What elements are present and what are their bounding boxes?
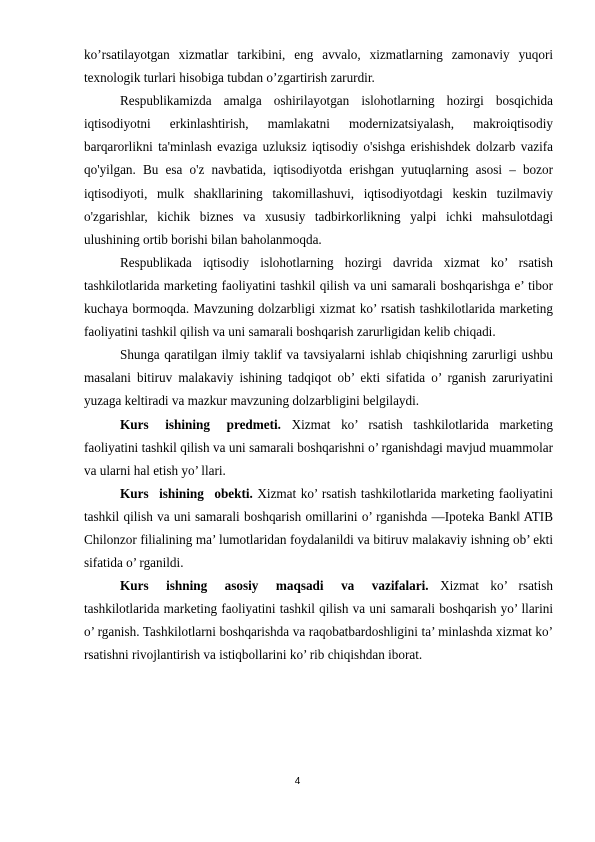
paragraph-text: Xizmat ko’ rsatish tashkilotlarida marketing faoliyatini tashkil qilish va uni samarali boshqarish yo’ llarini o’ rganish. Tashkilotlarni boshqarishda va raqobatbardoshligini ta’ minlashda xizmat ko’ rsatishni rivojlantirish va istiqbollarini ko’ rib chiqishdan iborat. <box>84 578 553 663</box>
document-body <box>84 43 553 667</box>
paragraph-text: Respublikamizda amalga oshirilayotgan islohotlarning hozirgi bosqichida iqtisodiyotni erkinlashtirish, mamlakatni modernizatsiyalash, makroiqtisodiy barqarorlikni ta'minlash evaziga uzluksiz iqtisodiy o'sishga erishishdek dolzarb vazifa qo'yilgan. Bu esa o'z navbatida, iqtisodiyotda erishgan yutuqlarning asosi – bozor iqtisodiyoti, mulk shakllarining takomillashuvi, iqtisodiyotdagi keskin tuzilmaviy o'zgarishlar, kichik biznes va xususiy tadbirkorlikning yalpi ichki mahsulotdagi ulushining ortib borishi bilan baholanmoqda. <box>84 93 553 247</box>
page-number: 4 <box>294 776 301 787</box>
paragraph-aims-tasks <box>84 574 553 666</box>
paragraph-lead-heading: Kurs ishning asosiy maqsadi va vazifalari. <box>120 578 429 594</box>
paragraph-text: Xizmat ko’ rsatish tashkilotlarida marketing faoliyatini tashkil qilish va uni samarali boshqarish omillarini o’ rganishda ―Ipoteka Bank‖ ATIB Chilonzor filialining ma’ lumotlaridan foydalanildi va bitiruv malakaviy ishning ob’ ekti sifatida o’ rganildi. <box>84 485 554 571</box>
paragraph-text: Shunga qaratilgan ilmiy taklif va tavsiyalarni ishlab chiqishning zarurligi ushbu masalani bitiruv malakaviy ishining tadqiqot ob’ ekti sifatida o’ rganish zaruriyatini yuzaga keltiradi va mazkur mavzuning dolzarbligini belgilaydi. <box>84 347 553 409</box>
paragraph-intro-continuation <box>84 43 553 89</box>
paragraph-reforms-stage <box>84 89 553 251</box>
paragraph-topic-relevance <box>84 251 553 343</box>
paragraph-object <box>84 482 553 574</box>
paragraph-subject <box>84 413 553 482</box>
paragraph-lead-heading: Kurs ishining obekti. <box>120 485 253 501</box>
paragraph-lead-heading: Kurs ishining predmeti. <box>120 416 281 432</box>
paragraph-text: Xizmat ko’ rsatish tashkilotlarida marketing faoliyatini tashkil qilish va uni samarali boshqarishni o’ rganishdagi mavjud muammolar va ularni hal etish yo’ llari. <box>84 416 553 478</box>
paragraph-text: ko’rsatilayotgan xizmatlar tarkibini, eng avvalo, xizmatlarning zamonaviy yuqori texnologik turlari hisobiga tubdan o’zgartirish zarurdir. <box>84 47 553 86</box>
paragraph-text: Respublikada iqtisodiy islohotlarning hozirgi davrida xizmat ko’ rsatish tashkilotlarida marketing faoliyatini tashkil qilish va uni samarali boshqarishga e’ tibor kuchaya bormoqda. Mavzuning dolzarbligi xizmat ko’ rsatish tashkilotlarida marketing faoliyatini tashkil qilish va uni samarali boshqarish zarurligidan kelib chiqadi. <box>84 254 553 340</box>
paragraph-research-necessity <box>84 343 553 412</box>
